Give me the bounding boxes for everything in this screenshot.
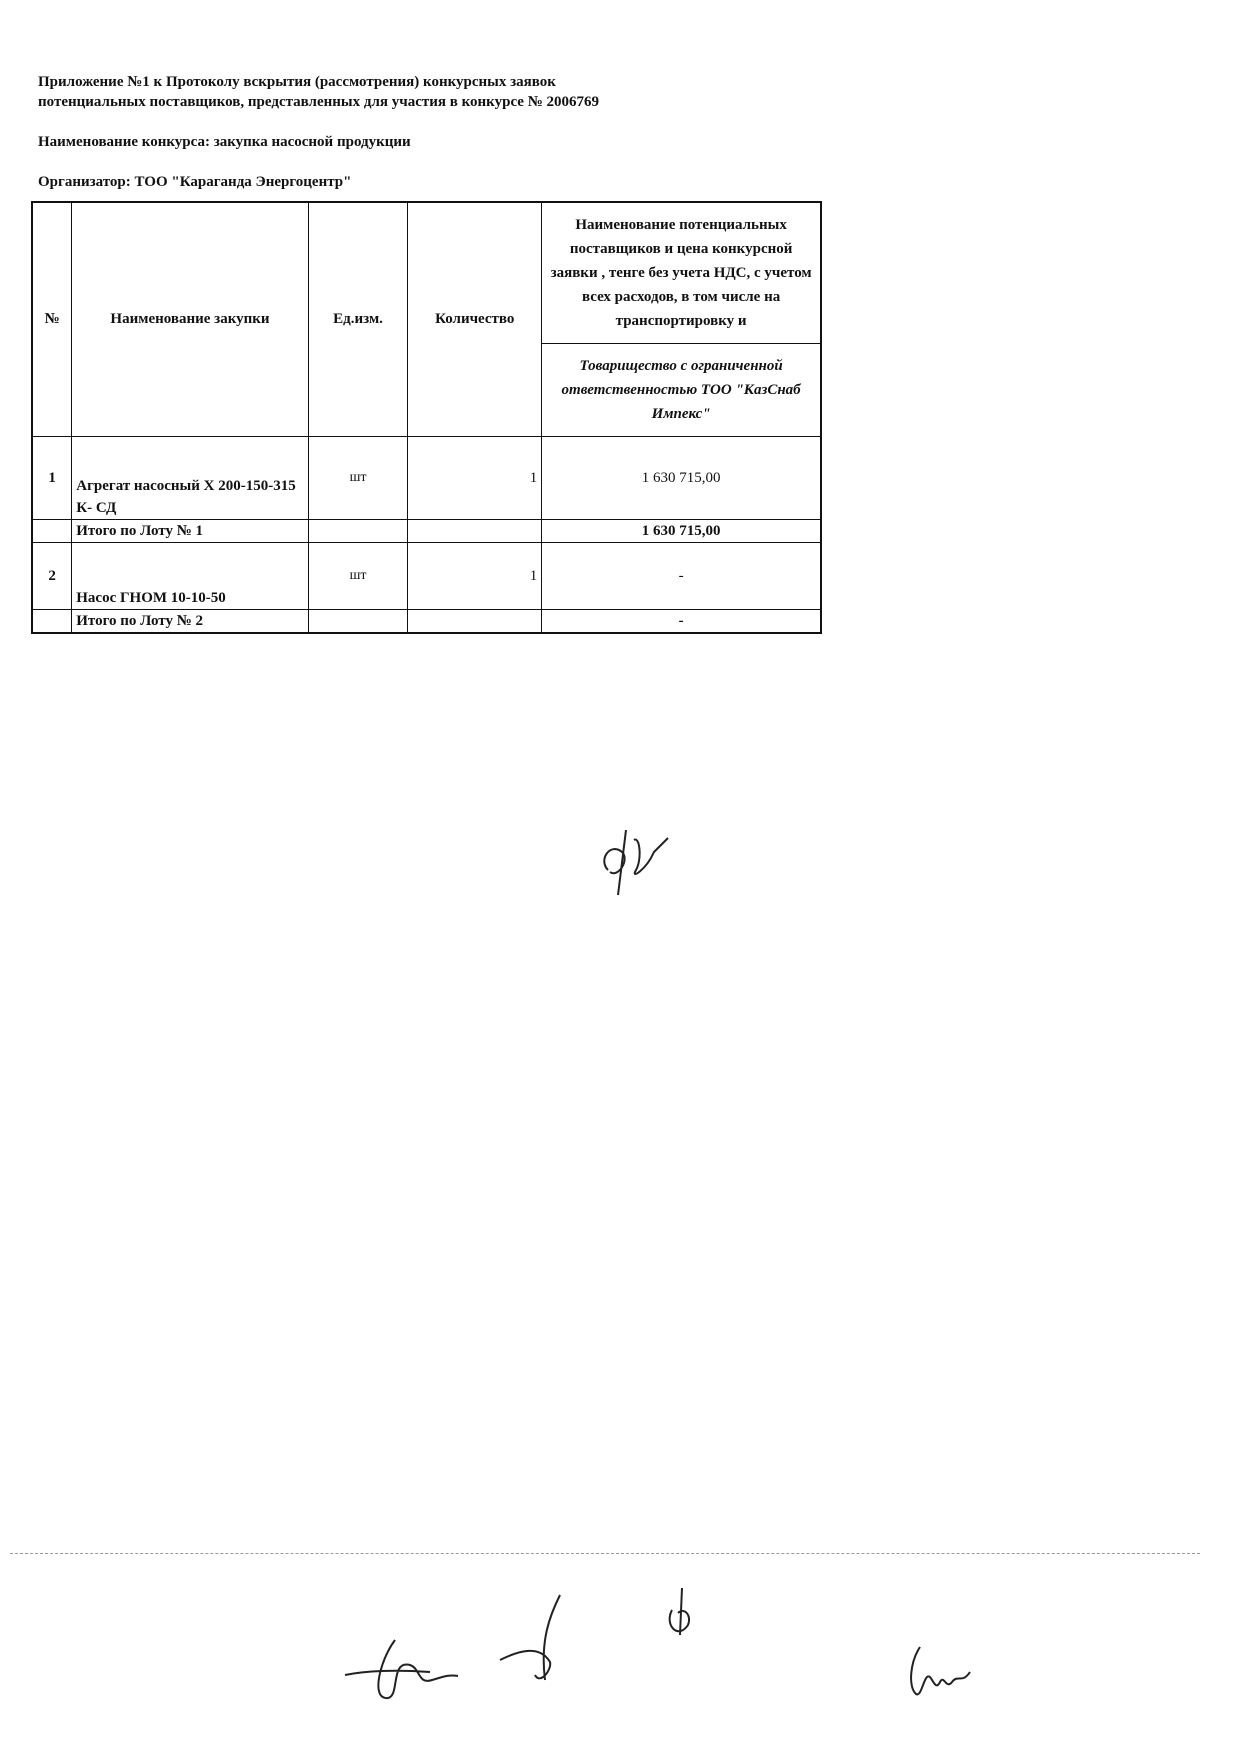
table-row-total [32, 520, 821, 543]
header-title-line-2: потенциальных поставщиков, представленных для участия в конкурсе № 2006769 [38, 94, 600, 110]
header-title-line-1: Приложение №1 к Протоколу вскрытия (рассмотрения) конкурсных заявок [38, 74, 556, 90]
row-number: 2 [32, 543, 72, 610]
signature-mark [490, 1590, 580, 1690]
row-unit: шт [308, 543, 408, 610]
total-label: Итого по Лоту № 1 [72, 520, 308, 543]
table-row [32, 543, 821, 610]
bids-table [31, 201, 822, 634]
col-header-number: № [32, 202, 72, 437]
total-value: 1 630 715,00 [542, 520, 821, 543]
col-header-name: Наименование закупки [72, 202, 308, 437]
row-item-name: Насос ГНОМ 10-10-50 [72, 543, 308, 610]
row-quantity: 1 [408, 437, 542, 520]
footer-divider [10, 1553, 1200, 1554]
row-item-name: Агрегат насосный Х 200-150-315 К- СД [72, 437, 308, 520]
signature-mark [660, 1585, 700, 1645]
row-price: 1 630 715,00 [542, 437, 821, 520]
document-header [38, 72, 838, 192]
contest-name: Наименование конкурса: закупка насосной продукции [38, 134, 411, 150]
table-row-total [32, 610, 821, 634]
supplier-name: Товарищество с ограниченной ответственностью ТОО "КазСнаб Импекс" [542, 344, 821, 437]
col-header-quantity: Количество [408, 202, 542, 437]
total-label: Итого по Лоту № 2 [72, 610, 308, 634]
col-header-unit: Ед.изм. [308, 202, 408, 437]
signature-mark [596, 800, 686, 900]
total-value: - [542, 610, 821, 634]
table-row [32, 437, 821, 520]
organizer: Организатор: ТОО "Караганда Энергоцентр" [38, 174, 352, 190]
row-number: 1 [32, 437, 72, 520]
signature-mark [900, 1642, 980, 1702]
row-unit: шт [308, 437, 408, 520]
row-price: - [542, 543, 821, 610]
row-quantity: 1 [408, 543, 542, 610]
col-header-supplier: Наименование потенциальных поставщиков и цена конкурсной заявки , тенге без учета НДС, с учетом всех расходов, в том числе на транспортировку и [542, 202, 821, 344]
signature-mark [340, 1630, 470, 1710]
